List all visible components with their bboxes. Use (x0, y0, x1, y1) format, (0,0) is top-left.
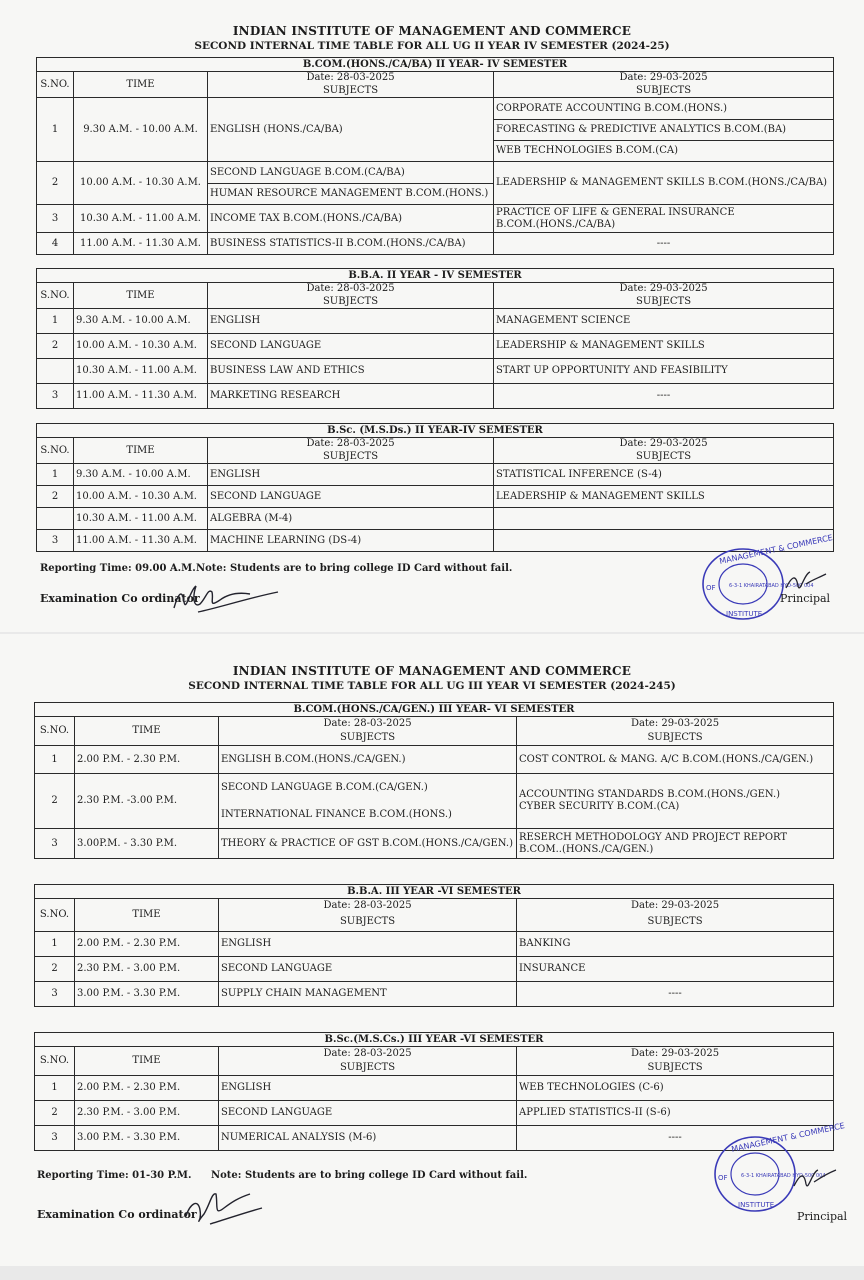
seal-bottom-text: INSTITUTE (726, 610, 763, 618)
subjects-header: SUBJECTS (494, 296, 834, 309)
time-cell: 10.30 A.M. - 11.00 A.M. (74, 205, 208, 233)
time-header: TIME (75, 1047, 219, 1076)
time-cell: 11.00 A.M. - 11.30 A.M. (74, 530, 208, 552)
subject-cell (517, 774, 834, 829)
subject-cell: ENGLISH B.COM.(HONS./CA/GEN.) (219, 746, 517, 774)
seal-bottom-text: INSTITUTE (738, 1201, 775, 1209)
seal-left-text: OF (718, 1174, 728, 1182)
time-header: TIME (74, 438, 208, 464)
sno-cell: 3 (35, 829, 75, 859)
seal-top-text: MANAGEMENT & COMMERCE (730, 1121, 846, 1154)
sno-cell: 2 (37, 162, 74, 205)
date-header: Date: 28-03-2025 (219, 717, 517, 732)
section-heading: B.B.A. II YEAR - IV SEMESTER (37, 269, 834, 283)
subjects-header: SUBJECTS (494, 451, 834, 464)
date-header: Date: 28-03-2025 (208, 283, 494, 296)
coordinator-signature-icon (168, 578, 288, 618)
sno-cell: 3 (37, 384, 74, 409)
subject-line: PRACTICE OF LIFE & GENERAL INSURANCE (496, 206, 735, 218)
time-cell: 11.00 A.M. - 11.30 A.M. (74, 384, 208, 409)
coordinator-signature-icon (180, 1184, 270, 1230)
subject-cell: ---- (494, 233, 834, 255)
subject-line: ACCOUNTING STANDARDS B.COM.(HONS./GEN.) (519, 789, 781, 800)
subjects-header: SUBJECTS (208, 451, 494, 464)
subject-cell: ENGLISH (208, 464, 494, 486)
subject-cell: ENGLISH (208, 309, 494, 334)
section-heading: B.COM.(HONS./CA/GEN.) III YEAR- VI SEMESTER (35, 703, 834, 717)
note: Note: Students are to bring college ID Card without fail. (211, 1170, 528, 1181)
subject-cell: BANKING (517, 932, 834, 957)
timetable-page-vi-semester (0, 634, 864, 1266)
date-header: Date: 29-03-2025 (517, 717, 834, 732)
time-cell: 3.00P.M. - 3.30 P.M. (75, 829, 219, 859)
time-header: TIME (74, 72, 208, 98)
seal-top-text: MANAGEMENT & COMMERCE (718, 533, 834, 566)
subject-cell: CORPORATE ACCOUNTING B.COM.(HONS.) (494, 98, 834, 120)
principal-label: Principal (797, 1210, 848, 1223)
subject-cell: BUSINESS STATISTICS-II B.COM.(HONS./CA/BA) (208, 233, 494, 255)
sno-cell: 1 (35, 746, 75, 774)
subject-cell: NUMERICAL ANALYSIS (M-6) (219, 1126, 517, 1151)
subject-cell: SECOND LANGUAGE (219, 1101, 517, 1126)
subject-cell: ---- (517, 982, 834, 1007)
time-cell: 2.00 P.M. - 2.30 P.M. (75, 932, 219, 957)
date-header: Date: 29-03-2025 (494, 438, 834, 451)
subjects-header: SUBJECTS (219, 732, 517, 746)
timetable-title: SECOND INTERNAL TIME TABLE FOR ALL UG III YEAR VI SEMESTER (2024-245) (188, 680, 676, 692)
subjects-header: SUBJECTS (219, 1062, 517, 1076)
section-heading: B.B.A. III YEAR -VI SEMESTER (35, 885, 834, 899)
subjects-header: SUBJECTS (208, 296, 494, 309)
subject-cell: ALGEBRA (M-4) (208, 508, 494, 530)
subject-cell: MANAGEMENT SCIENCE (494, 309, 834, 334)
bcom-ii-year-table (36, 57, 834, 255)
sno-cell: 3 (37, 530, 74, 552)
sno-header: S.NO. (37, 283, 74, 309)
sno-cell: 4 (37, 233, 74, 255)
subject-cell: ---- (517, 1126, 834, 1151)
time-cell: 10.00 A.M. - 10.30 A.M. (74, 486, 208, 508)
sno-cell: 2 (35, 1101, 75, 1126)
time-cell: 9.30 A.M. - 10.00 A.M. (74, 464, 208, 486)
subject-cell: BUSINESS LAW AND ETHICS (208, 359, 494, 384)
subjects-header: SUBJECTS (494, 85, 834, 98)
subject-cell: STATISTICAL INFERENCE (S-4) (494, 464, 834, 486)
subject-cell: ---- (494, 384, 834, 409)
sno-cell: 2 (35, 957, 75, 982)
date-header: Date: 29-03-2025 (494, 283, 834, 296)
sno-cell: 1 (37, 309, 74, 334)
sno-cell (37, 359, 74, 384)
subject-cell: INSURANCE (517, 957, 834, 982)
subject-cell: SECOND LANGUAGE (208, 334, 494, 359)
subject-cell (494, 205, 834, 233)
sno-cell: 1 (37, 464, 74, 486)
subject-cell: ENGLISH (219, 1076, 517, 1101)
bba-ii-year-table (36, 268, 834, 409)
subjects-header: SUBJECTS (219, 914, 517, 932)
section-heading: B.Sc.(M.S.Cs.) III YEAR -VI SEMESTER (35, 1033, 834, 1047)
time-header: TIME (75, 899, 219, 932)
date-header: Date: 29-03-2025 (517, 899, 834, 914)
time-cell: 2.30 P.M. - 3.00 P.M. (75, 1101, 219, 1126)
sno-cell: 1 (35, 932, 75, 957)
subject-cell: FORECASTING & PREDICTIVE ANALYTICS B.COM.(BA) (494, 120, 834, 141)
principal-label: Principal (780, 592, 831, 605)
date-header: Date: 28-03-2025 (219, 899, 517, 914)
subject-cell: THEORY & PRACTICE OF GST B.COM.(HONS./CA/GEN.) (219, 829, 517, 859)
institute-name: INDIAN INSTITUTE OF MANAGEMENT AND COMMERCE (232, 664, 632, 678)
subject-cell: WEB TECHNOLOGIES (C-6) (517, 1076, 834, 1101)
sno-header: S.NO. (35, 717, 75, 746)
sno-cell: 1 (37, 98, 74, 162)
seal-center-text: 6-3-1 KHAIRATABAD HYD-500 004 (729, 583, 814, 589)
time-cell: 9.30 A.M. - 10.00 A.M. (74, 98, 208, 162)
time-cell: 2.30 P.M. -3.00 P.M. (75, 774, 219, 829)
subject-cell: SECOND LANGUAGE (219, 957, 517, 982)
sno-header: S.NO. (35, 1047, 75, 1076)
time-cell: 2.00 P.M. - 2.30 P.M. (75, 1076, 219, 1101)
time-cell: 11.00 A.M. - 11.30 A.M. (74, 233, 208, 255)
subject-cell: ENGLISH (219, 932, 517, 957)
subject-cell: COST CONTROL & MANG. A/C B.COM.(HONS./CA/GEN.) (517, 746, 834, 774)
note: Note: Students are to bring college ID Card without fail. (196, 563, 513, 574)
subject-line: B.COM.(HONS./CA/BA) (496, 218, 616, 230)
sno-cell: 3 (35, 982, 75, 1007)
date-header: Date: 28-03-2025 (219, 1047, 517, 1062)
subject-cell: HUMAN RESOURCE MANAGEMENT B.COM.(HONS.) (208, 184, 494, 205)
subject-cell: SECOND LANGUAGE B.COM.(CA/GEN.) (219, 774, 517, 802)
sno-cell: 3 (37, 205, 74, 233)
subjects-header: SUBJECTS (517, 1062, 834, 1076)
bba-iii-year-table (34, 884, 834, 1007)
sno-header: S.NO. (37, 438, 74, 464)
subject-cell: SECOND LANGUAGE B.COM.(CA/BA) (208, 162, 494, 184)
subject-cell (517, 829, 834, 859)
subject-cell: START UP OPPORTUNITY AND FEASIBILITY (494, 359, 834, 384)
time-cell: 10.30 A.M. - 11.00 A.M. (74, 508, 208, 530)
principal-signature-icon (790, 1162, 842, 1196)
time-cell: 9.30 A.M. - 10.00 A.M. (74, 309, 208, 334)
date-header: Date: 28-03-2025 (208, 438, 494, 451)
date-header: Date: 29-03-2025 (517, 1047, 834, 1062)
institute-name: INDIAN INSTITUTE OF MANAGEMENT AND COMMERCE (232, 24, 632, 38)
subjects-header: SUBJECTS (517, 732, 834, 746)
sno-cell: 2 (37, 334, 74, 359)
subject-cell (494, 508, 834, 530)
timetable-page-iv-semester (0, 0, 864, 632)
seal-left-text: OF (706, 584, 716, 592)
subject-cell: INCOME TAX B.COM.(HONS./CA/BA) (208, 205, 494, 233)
subject-cell: SECOND LANGUAGE (208, 486, 494, 508)
time-cell: 2.30 P.M. - 3.00 P.M. (75, 957, 219, 982)
time-cell: 10.00 A.M. - 10.30 A.M. (74, 162, 208, 205)
time-cell: 10.00 A.M. - 10.30 A.M. (74, 334, 208, 359)
section-heading: B.COM.(HONS./CA/BA) II YEAR- IV SEMESTER (37, 58, 834, 72)
subject-line: RESERCH METHODOLOGY AND PROJECT REPORT (519, 831, 788, 843)
coordinator-label: Examination Co ordinator (37, 1208, 197, 1221)
time-cell: 2.00 P.M. - 2.30 P.M. (75, 746, 219, 774)
subject-cell: INTERNATIONAL FINANCE B.COM.(HONS.) (219, 802, 517, 829)
institute-seal-icon (712, 1121, 846, 1214)
sno-cell (37, 508, 74, 530)
sno-header: S.NO. (37, 72, 74, 98)
time-cell: 3.00 P.M. - 3.30 P.M. (75, 1126, 219, 1151)
subject-cell: LEADERSHIP & MANAGEMENT SKILLS B.COM.(HONS./CA/BA) (494, 162, 834, 205)
time-header: TIME (74, 283, 208, 309)
subject-line: B.COM..(HONS./CA/GEN.) (519, 843, 654, 855)
sno-cell: 2 (35, 774, 75, 829)
date-header: Date: 29-03-2025 (494, 72, 834, 85)
sno-cell: 1 (35, 1076, 75, 1101)
reporting-time: Reporting Time: 01-30 P.M. (37, 1170, 192, 1181)
subject-cell: SUPPLY CHAIN MANAGEMENT (219, 982, 517, 1007)
sno-cell: 3 (35, 1126, 75, 1151)
subject-cell: MACHINE LEARNING (DS-4) (208, 530, 494, 552)
reporting-time: Reporting Time: 09.00 A.M. (40, 563, 196, 574)
date-header: Date: 28-03-2025 (208, 72, 494, 85)
subject-cell: LEADERSHIP & MANAGEMENT SKILLS (494, 334, 834, 359)
subject-cell: APPLIED STATISTICS-II (S-6) (517, 1101, 834, 1126)
subject-cell: LEADERSHIP & MANAGEMENT SKILLS (494, 486, 834, 508)
subject-cell: WEB TECHNOLOGIES B.COM.(CA) (494, 141, 834, 162)
subject-line: CYBER SECURITY B.COM.(CA) (519, 801, 680, 812)
subject-cell: ENGLISH (HONS./CA/BA) (208, 98, 494, 162)
bsc-ii-year-table (36, 423, 834, 552)
subjects-header: SUBJECTS (517, 914, 834, 932)
time-cell: 3.00 P.M. - 3.30 P.M. (75, 982, 219, 1007)
section-heading: B.Sc. (M.S.Ds.) II YEAR-IV SEMESTER (37, 424, 834, 438)
sno-header: S.NO. (35, 899, 75, 932)
seal-center-text: 6-3-1 KHAIRATABAD HYD-500 004 (741, 1173, 826, 1179)
time-cell: 10.30 A.M. - 11.00 A.M. (74, 359, 208, 384)
bcom-iii-year-table (34, 702, 834, 859)
time-header: TIME (75, 717, 219, 746)
subjects-header: SUBJECTS (208, 85, 494, 98)
sno-cell: 2 (37, 486, 74, 508)
subject-cell: MARKETING RESEARCH (208, 384, 494, 409)
timetable-title: SECOND INTERNAL TIME TABLE FOR ALL UG II YEAR IV SEMESTER (2024-25) (194, 40, 670, 52)
coordinator-label: Examination Co ordinator (40, 592, 200, 605)
